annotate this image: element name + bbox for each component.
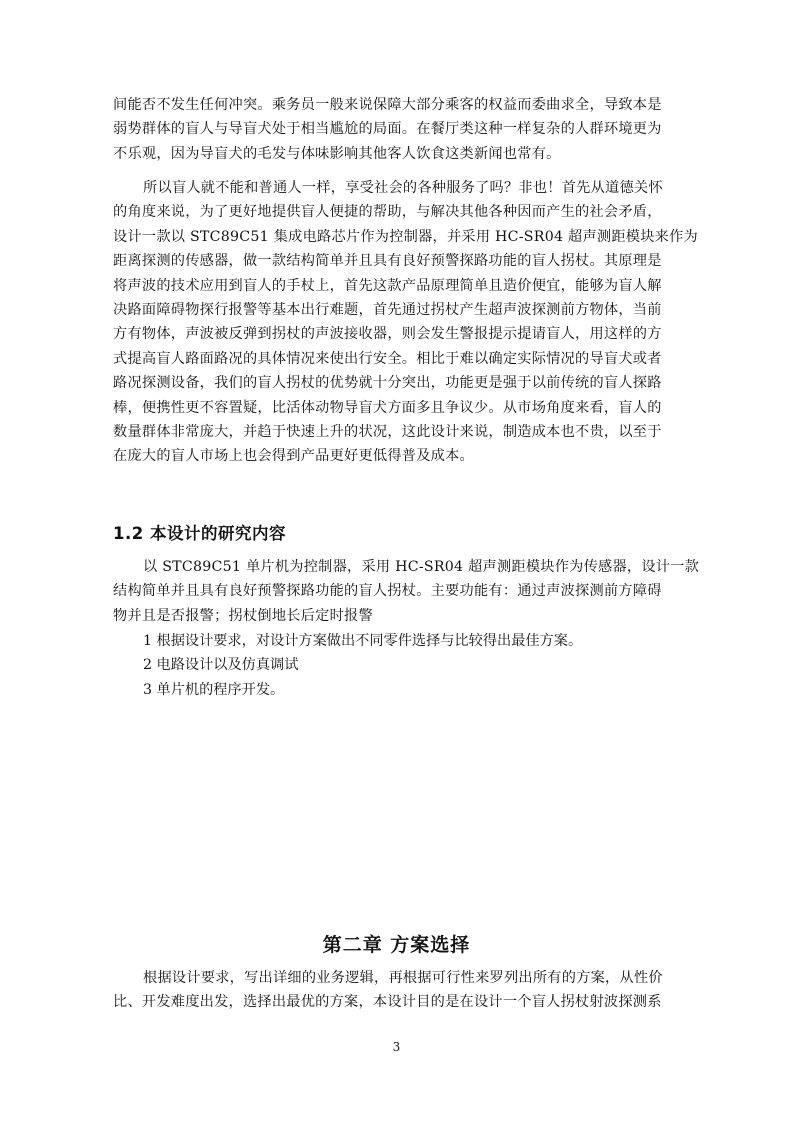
numbered-list [143,629,582,702]
page-number: 3 [392,1040,401,1054]
text-line: 不乐观，因为导盲犬的毛发与体味影响其他客人饮食这类新闻也常有。 [113,145,561,162]
text-line: 数量群体非常庞大，并趋于快速上升的状况，这此设计来说，制造成本也不贵，以至于 [113,424,662,441]
paragraph-cane-design-motivation [113,176,720,469]
text-line: 弱势群体的盲人与导盲犬处于相当尴尬的局面。在餐厅类这种一样复杂的人群环境更为 [113,121,662,138]
text-line: 根据设计要求，写出详细的业务逻辑，再根据可行性来罗列出所有的方案，从性价 [143,970,663,986]
chapter-title: 第二章 方案选择 [322,934,471,956]
text-line: 棒，便携性更不容置疑，比活体动物导盲犬方面多且争议少。从市场角度来看，盲人的 [113,399,662,416]
list-item: 1 根据设计要求，对设计方案做出不同零件选择与比较得出最佳方案。 [143,633,583,649]
text-line: 物并且是否报警；拐杖倒地长后定时报警 [113,607,373,624]
text-line: 路况探测设备，我们的盲人拐杖的优势就十分突出，功能更是强于以前传统的盲人探路 [113,375,662,392]
section-heading: 1.2 本设计的研究内容 [113,524,286,543]
text-line: 的角度来说，为了更好地提供盲人便捷的帮助，与解决其他各种因而产生的社会矛盾， [113,204,662,221]
text-line: 所以盲人就不能和普通人一样，享受社会的各种服务了吗？非也！首先从道德关怀 [143,180,663,196]
paragraph-guide-dog-conflict [113,93,720,166]
text-line: 式提高盲人路面路况的具体情况来使出行安全。相比于难以确定实际情况的导盲犬或者 [113,350,662,367]
text-line: 距离探测的传感器，做一款结构简单并且具有良好预警探路功能的盲人拐杖。其原理是 [113,253,662,270]
list-item: 2 电路设计以及仿真调试 [143,657,299,674]
text-line: 决路面障碍物探行报警等基本出行难题，首先通过拐杖产生超声波探测前方物体，当前 [113,302,662,319]
text-line: 方有物体，声波被反弹到拐杖的声波接收器，则会发生警报提示提请盲人，用这样的方 [113,326,662,343]
list-item: 3 单片机的程序开发。 [143,681,285,698]
text-line: 以 STC89C51 单片机为控制器，采用 HC-SR04 超声测距模块作为传感器，设计一款 [143,559,700,575]
text-line: 在庞大的盲人市场上也会得到产品更好更低得普及成本。 [113,448,474,465]
paragraph-scheme-selection [113,966,720,1015]
text-line: 将声波的技术应用到盲人的手杖上，首先这款产品原理简单且造价便宜，能够为盲人解 [113,277,662,294]
paragraph-research-content [113,555,720,628]
text-line: 间能否不发生任何冲突。乘务员一般来说保障大部分乘客的权益而委曲求全，导致本是 [113,97,662,113]
text-line: 比、开发难度出发，选择出最优的方案，本设计目的是在设计一个盲人拐杖射波探测系 [113,994,662,1011]
text-line: 结构简单并且具有良好预警探路功能的盲人拐杖。主要功能有：通过声波探测前方障碍 [113,583,662,600]
text-line: 设计一款以 STC89C51 集成电路芯片作为控制器，并采用 HC-SR04 超声测距模块来作为 [113,228,698,245]
